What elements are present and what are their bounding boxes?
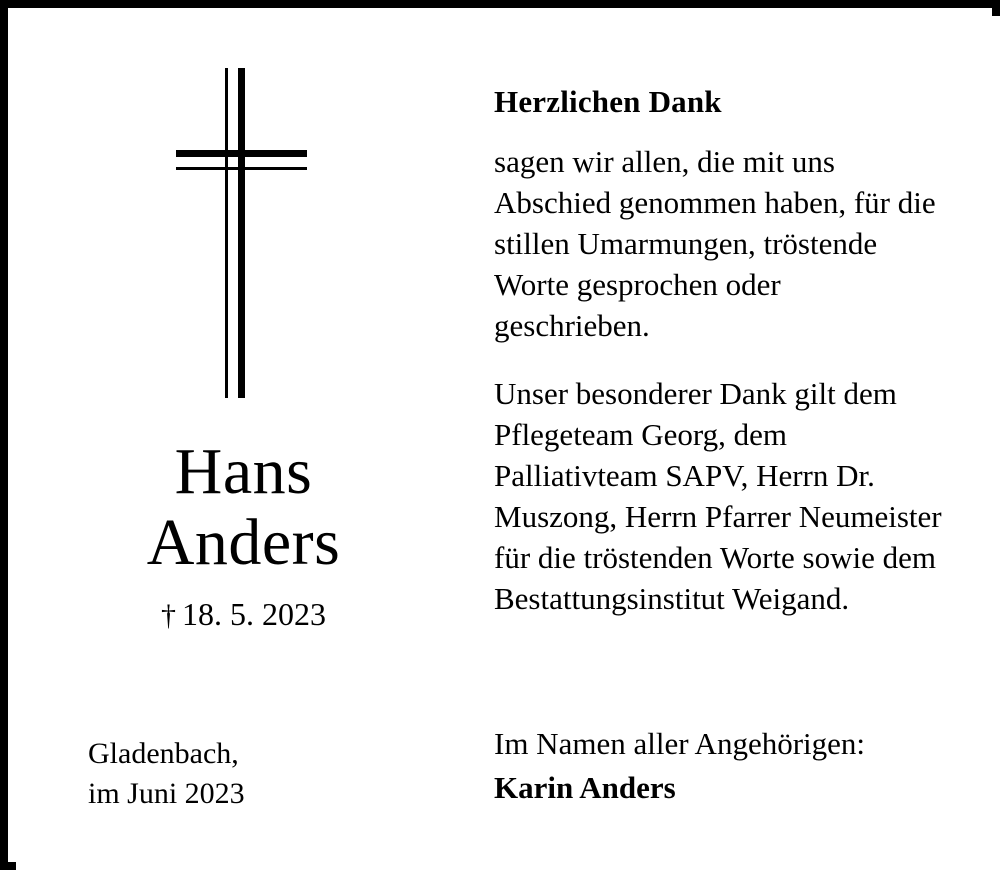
thanks-heading: Herzlichen Dank xyxy=(494,84,722,119)
cross-horizontal-bar xyxy=(176,150,307,157)
death-date-line xyxy=(16,595,471,634)
closing-name: Karin Anders xyxy=(494,770,676,805)
thanks-paragraph-2: Unser besonderer Dank gilt dem Pflegeteam Georg, dem Palliativteam SAPV, Herrn Dr. Muszong, Herrn Pfarrer Neumeister für die tröstenden Worte sowie dem Bestattungsinstitut Weigand. xyxy=(494,376,942,616)
cross-vertical-bar xyxy=(238,68,245,398)
deceased-last-name: Anders xyxy=(146,506,341,580)
latin-cross-icon xyxy=(176,68,326,398)
date-line: im Juni 2023 xyxy=(88,776,245,810)
dagger-icon: † xyxy=(161,598,176,632)
place-and-date-block xyxy=(88,734,245,814)
left-column xyxy=(16,16,471,870)
deceased-name-block xyxy=(16,436,471,634)
thanks-paragraph-1: sagen wir allen, die mit uns Abschied genommen haben, für die stillen Umarmungen, tröstende Worte gesprochen oder geschrieben. xyxy=(494,144,936,343)
deceased-first-name: Hans xyxy=(174,435,313,508)
right-column xyxy=(494,16,964,870)
cross-horizontal-thin-bar xyxy=(176,167,307,170)
notice-inner xyxy=(16,16,1000,870)
cross-vertical-thin-bar xyxy=(225,68,228,398)
death-date-value: 18. 5. 2023 xyxy=(182,595,326,632)
closing-label: Im Namen aller Angehörigen: xyxy=(494,726,866,761)
place-line: Gladenbach, xyxy=(88,737,239,770)
